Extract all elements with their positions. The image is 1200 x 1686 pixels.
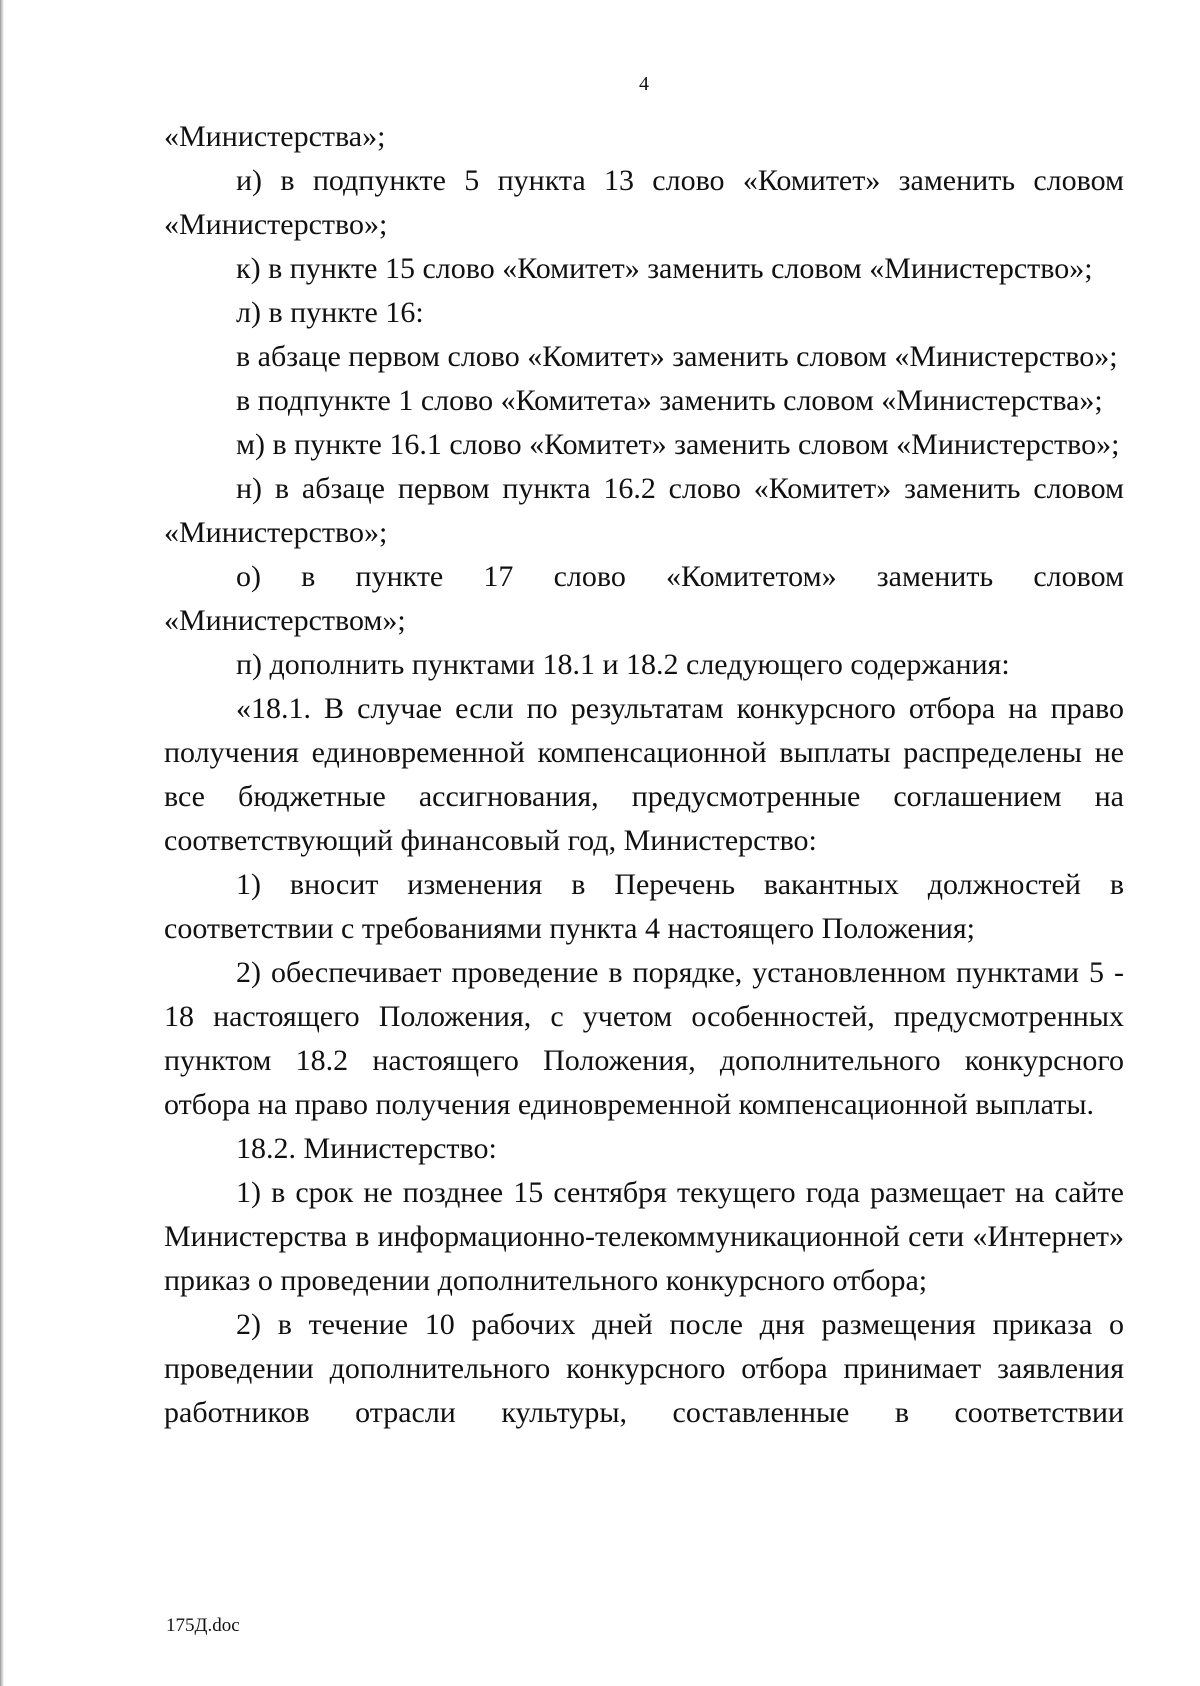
paragraph: п) дополнить пунктами 18.1 и 18.2 следующего содержания: [236, 648, 1010, 681]
paragraph: л) в пункте 16: [236, 296, 424, 329]
paragraph: 1) в срок не позднее 15 сентября текущего года размещает на сайте Министерства в информационно-телекоммуникационной сети «Интернет» приказ о проведении дополнительного конкурсного отбора; [164, 1176, 1124, 1297]
paragraph: 18.2. Министерство: [236, 1132, 497, 1165]
paragraph: н) в абзаце первом пункта 16.2 слово «Комитет» заменить словом «Министерство»; [164, 472, 1124, 549]
document-body [164, 115, 1124, 1435]
page-number: 4 [639, 73, 649, 95]
paragraph: «Министерства»; [164, 120, 386, 153]
paragraph: в подпункте 1 слово «Комитета» заменить словом «Министерства»; [236, 384, 1103, 417]
paragraph: 2) в течение 10 рабочих дней после дня размещения приказа о проведении дополнительного конкурсного отбора принимает заявления работников отрасли культуры, составленные в соответствии [164, 1308, 1124, 1429]
paragraph: к) в пункте 15 слово «Комитет» заменить словом «Министерство»; [236, 252, 1093, 285]
paragraph: «18.1. В случае если по результатам конкурсного отбора на право получения единовременной компенсационной выплаты распределены не все бюджетные ассигнования, предусмотренные соглашением на соответствующий финансовый год, Министерство: [164, 692, 1124, 857]
file-name-footer: 175Д.doc [166, 1615, 240, 1636]
paragraph: 1) вносит изменения в Перечень вакантных должностей в соответствии с требованиями пункта 4 настоящего Положения; [164, 868, 1124, 945]
paragraph: о) в пункте 17 слово «Комитетом» заменить словом «Министерством»; [164, 560, 1124, 637]
scan-edge [0, 0, 4, 1686]
paragraph: 2) обеспечивает проведение в порядке, установленном пунктами 5 - 18 настоящего Положения, с учетом особенностей, предусмотренных пунктом 18.2 настоящего Положения, дополнительного конкурсного отбора на право получения единовременной компенсационной выплаты. [164, 956, 1124, 1121]
paragraph: м) в пункте 16.1 слово «Комитет» заменить словом «Министерство»; [236, 428, 1120, 461]
paragraph: и) в подпункте 5 пункта 13 слово «Комитет» заменить словом «Министерство»; [164, 164, 1124, 241]
paragraph: в абзаце первом слово «Комитет» заменить словом «Министерство»; [236, 340, 1118, 373]
